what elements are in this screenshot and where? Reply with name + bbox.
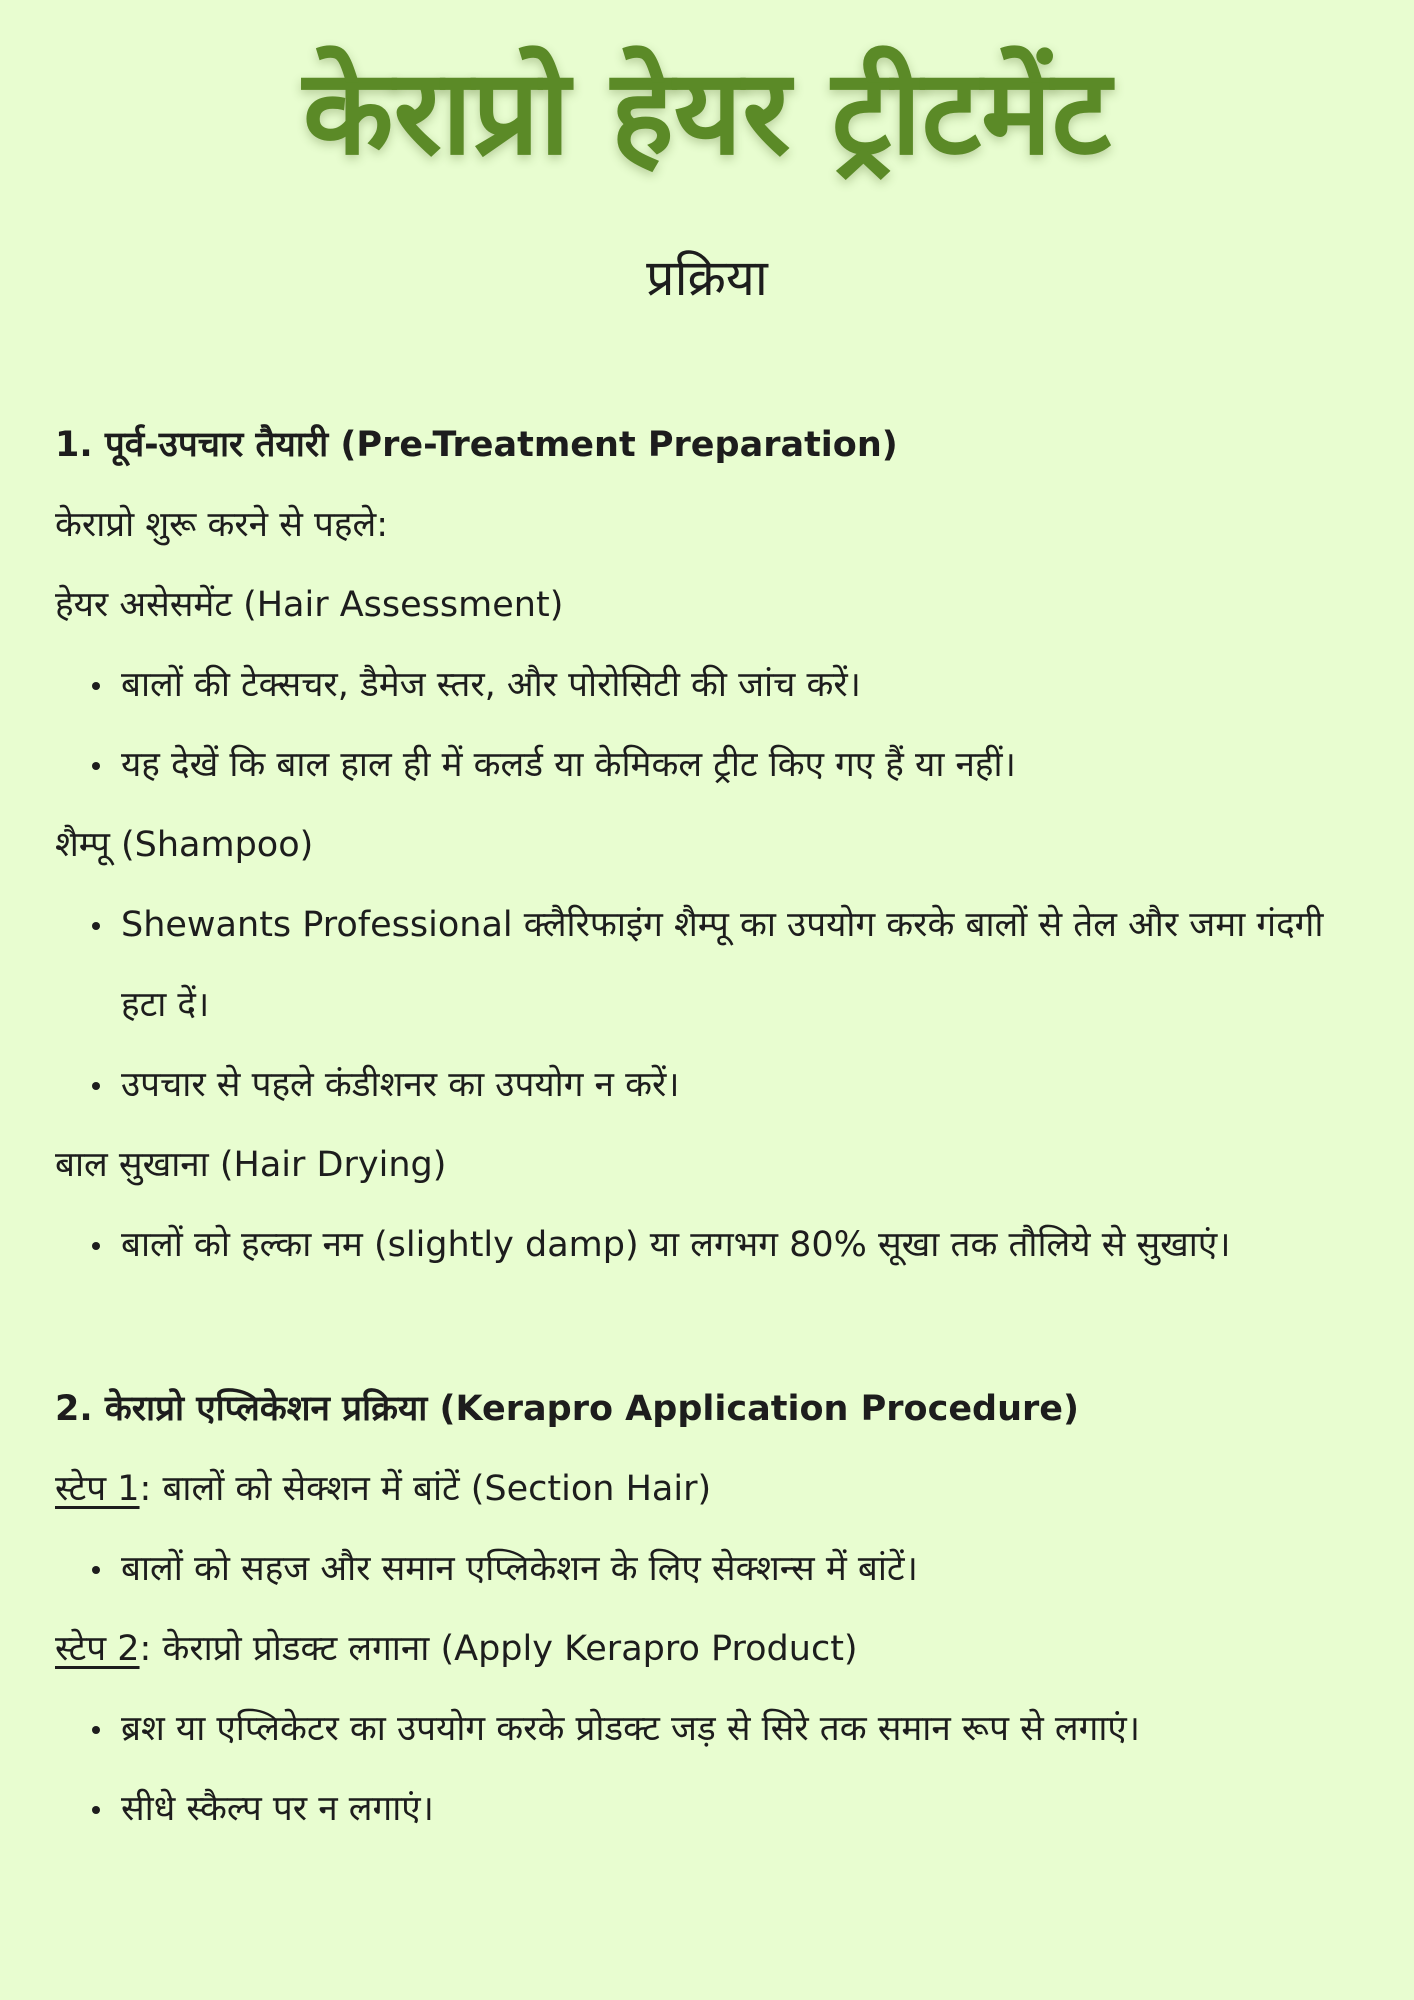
step-1-list (55, 1529, 1375, 1609)
list-item: उपचार से पहले कंडीशनर का उपयोग न करें। (55, 1045, 1375, 1125)
list-item: बालों को हल्का नम (slightly damp) या लगभग 80% सूखा तक तौलिये से सुखाएं। (55, 1205, 1375, 1285)
subheading-hair-assessment: हेयर असेसमेंट (Hair Assessment) (55, 585, 564, 625)
list-item: ब्रश या एप्लिकेटर का उपयोग करके प्रोडक्ट जड़ से सिरे तक समान रूप से लगाएं। (55, 1689, 1375, 1769)
document-content (55, 405, 1375, 1849)
section-spacer (55, 1285, 1375, 1369)
step-1-heading (55, 1449, 1375, 1529)
section-heading-application: 2. केराप्रो एप्लिकेशन प्रक्रिया (Kerapro Application Procedure) (55, 1389, 1080, 1429)
list-item: Shewants Professional क्लैरिफाइंग शैम्पू का उपयोग करके बालों से तेल और जमा गंदगी हटा दें। (55, 885, 1375, 1045)
section-heading-pre-treatment: 1. पूर्व-उपचार तैयारी (Pre-Treatment Preparation) (55, 425, 898, 465)
page-subtitle: प्रक्रिया (646, 249, 768, 307)
subheading-hair-drying: बाल सुखाना (Hair Drying) (55, 1145, 447, 1185)
list-item: बालों की टेक्सचर, डैमेज स्तर, और पोरोसिटी की जांच करें। (55, 645, 1375, 725)
step-2-heading (55, 1609, 1375, 1689)
hair-drying-list (55, 1205, 1375, 1285)
list-item: यह देखें कि बाल हाल ही में कलर्ड या केमिकल ट्रीट किए गए हैं या नहीं। (55, 725, 1375, 805)
list-item: बालों को सहज और समान एप्लिकेशन के लिए सेक्शन्स में बांटें। (55, 1529, 1375, 1609)
hair-assessment-list (55, 645, 1375, 805)
list-item: सीधे स्कैल्प पर न लगाएं। (55, 1769, 1375, 1849)
shampoo-list (55, 885, 1375, 1125)
step-2-label: स्टेप 2 (55, 1629, 140, 1669)
step-2-list (55, 1689, 1375, 1849)
page-title: केराप्रो हेयर ट्रीटमेंट (302, 43, 1112, 181)
step-1-text: : बालों को सेक्शन में बांटें (Section Hair) (139, 1469, 712, 1509)
step-1-label: स्टेप 1 (55, 1469, 140, 1509)
subheading-shampoo: शैम्पू (Shampoo) (55, 825, 314, 865)
section-intro: केराप्रो शुरू करने से पहले: (55, 505, 389, 545)
step-2-text: : केराप्रो प्रोडक्ट लगाना (Apply Kerapro Product) (139, 1629, 858, 1669)
